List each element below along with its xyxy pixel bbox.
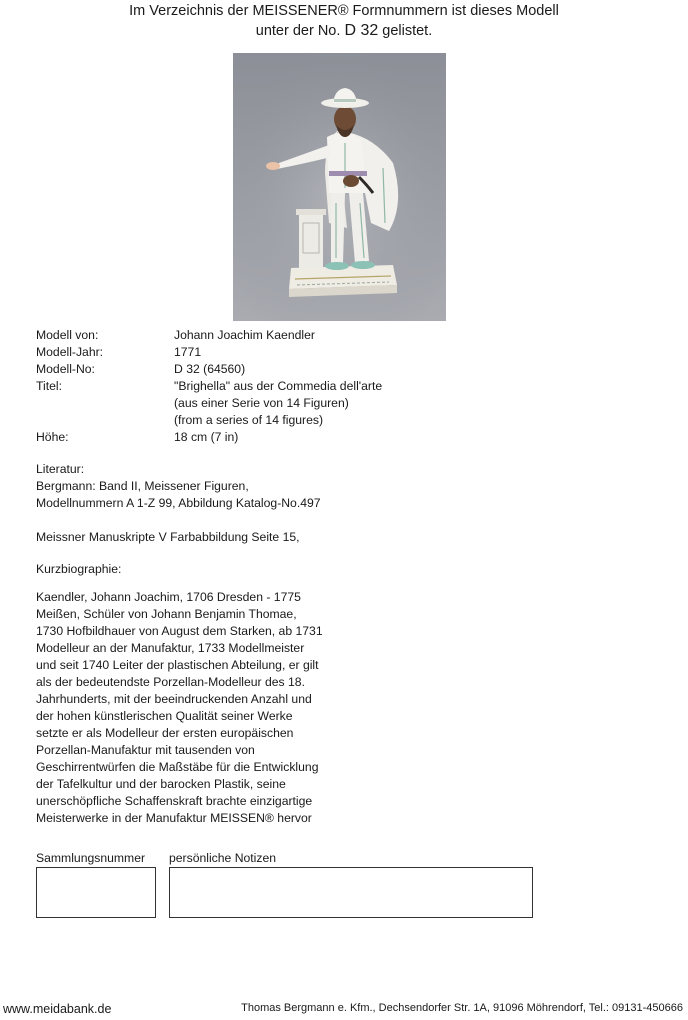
literatur-extra — [36, 529, 336, 546]
titel-line: "Brighella" aus der Commedia dell'arte — [174, 379, 383, 393]
literatur-heading: Literatur: — [36, 462, 85, 476]
titel-line: (aus einer Serie von 14 Figuren) — [174, 396, 349, 410]
header-line-2 — [0, 21, 688, 41]
model-details — [36, 327, 382, 446]
footer-website[interactable]: www.meidabank.de — [3, 1002, 112, 1016]
hoehe-value: 18 cm (7 in) — [174, 430, 239, 444]
header-line-2-pre: unter der No. — [255, 23, 345, 39]
literatur-line: Modellnummern A 1-Z 99, Abbildung Katalog-No.497 — [36, 496, 321, 510]
bio-line: Kaendler, Johann Joachim, 1706 Dresden - 1775 — [36, 590, 301, 604]
modell-von-label: Modell von: — [36, 328, 99, 342]
literatur-extra-line: Meissner Manuskripte V Farbabbildung Seite 15, — [36, 530, 300, 544]
bio-line: Meißen, Schüler von Johann Benjamin Thomae, — [36, 607, 297, 621]
bio-line: unerschöpfliche Schaffenskraft brachte einzigartige — [36, 794, 313, 808]
bio-line: Geschirrentwürfen die Maßstäbe für die Entwicklung — [36, 760, 319, 774]
titel-label: Titel: — [36, 379, 62, 393]
titel-value — [174, 378, 382, 429]
header-line-2-post: gelistet. — [378, 23, 433, 39]
row-hoehe — [36, 429, 382, 446]
modell-no-value: D 32 (64560) — [174, 362, 246, 376]
literatur-section — [36, 461, 336, 512]
row-modell-von — [36, 327, 382, 344]
kurzbiographie-heading: Kurzbiographie: — [36, 562, 122, 576]
sammlungsnummer-label: Sammlungsnummer — [36, 851, 146, 865]
modell-jahr-label: Modell-Jahr: — [36, 345, 104, 359]
kurzbiographie-heading-block — [36, 561, 336, 578]
model-number: D 32 — [344, 22, 379, 39]
sammlungsnummer-field[interactable] — [36, 867, 156, 918]
bio-line: 1730 Hofbildhauer von August dem Starken, ab 1731 — [36, 624, 323, 638]
footer-address: Thomas Bergmann e. Kfm., Dechsendorfer Str. 1A, 91096 Möhrendorf, Tel.: 09131-450666 — [241, 1002, 683, 1014]
modell-jahr-value: 1771 — [174, 345, 202, 359]
hoehe-label: Höhe: — [36, 430, 69, 444]
header-line-1: Im Verzeichnis der MEISSENER® Formnummern ist dieses Modell — [129, 3, 559, 19]
modell-no-label: Modell-No: — [36, 362, 95, 376]
bio-line: als der bedeutendste Porzellan-Modelleur des 18. — [36, 675, 305, 689]
row-titel — [36, 378, 382, 429]
modell-von-value: Johann Joachim Kaendler — [174, 328, 315, 342]
row-modell-jahr — [36, 344, 382, 361]
kurzbiographie-text — [36, 589, 336, 827]
page-header — [0, 0, 688, 41]
bio-line: setzte er als Modelleur der ersten europäischen — [36, 726, 294, 740]
literatur-line: Bergmann: Band II, Meissener Figuren, — [36, 479, 249, 493]
bio-line: Porzellan-Manufaktur mit tausenden von — [36, 743, 255, 757]
bio-line: Jahrhunderts, mit der beeindruckenden Anzahl und — [36, 692, 312, 706]
bio-line: der hohen künstlerischen Qualität seiner Werke — [36, 709, 293, 723]
bio-line: der Tafelkultur und der barocken Plastik, seine — [36, 777, 286, 791]
notizen-label: persönliche Notizen — [169, 851, 277, 865]
notizen-field[interactable] — [169, 867, 533, 918]
titel-line: (from a series of 14 figures) — [174, 413, 324, 427]
bio-line: Meisterwerke in der Manufaktur MEISSEN® hervor — [36, 811, 312, 825]
bio-line: Modelleur an der Manufaktur, 1733 Modellmeister — [36, 641, 305, 655]
bio-line: und seit 1740 Leiter der plastischen Abteilung, er gilt — [36, 658, 319, 672]
row-modell-no — [36, 361, 382, 378]
figurine-photo — [233, 53, 446, 321]
